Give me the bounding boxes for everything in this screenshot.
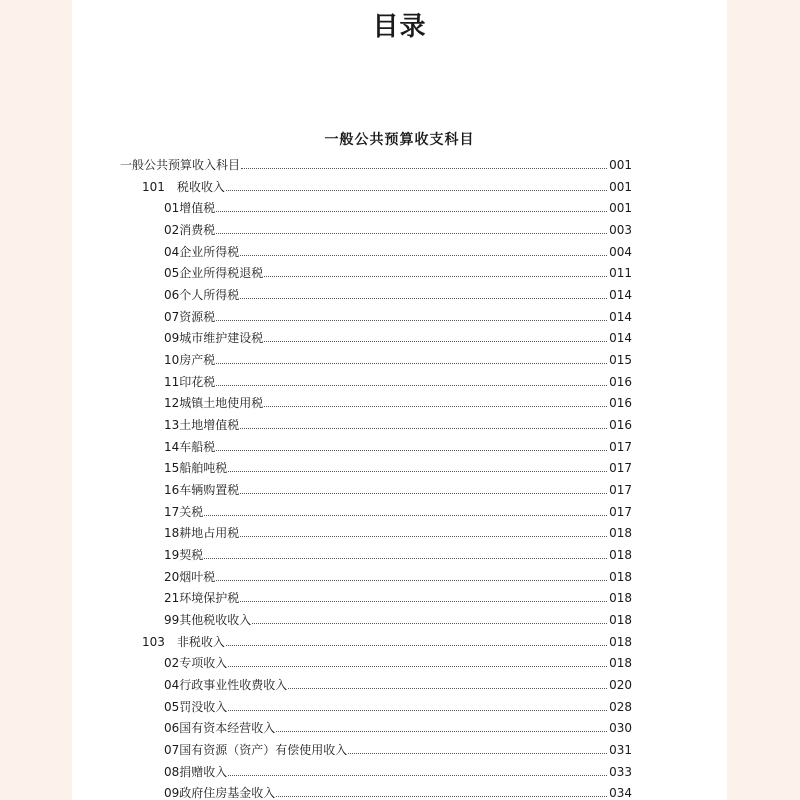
toc-entry-label: 10房产税 xyxy=(164,353,216,368)
toc-entry-code: 101 xyxy=(142,179,165,194)
dot-leader xyxy=(240,493,607,494)
toc-entry-page-number: 020 xyxy=(609,678,632,693)
toc-entry-label: 08捐赠收入 xyxy=(164,764,228,779)
dot-leader xyxy=(240,428,607,429)
toc-entry[interactable] xyxy=(164,759,632,779)
dot-leader xyxy=(228,710,607,711)
dot-leader xyxy=(264,276,607,277)
dot-leader xyxy=(204,515,607,516)
toc-entry-page-number: 018 xyxy=(609,591,632,606)
toc-entry-label: 02消费税 xyxy=(164,223,216,237)
toc-entry-page-number: 014 xyxy=(609,331,632,346)
toc-entry[interactable] xyxy=(164,239,632,259)
dot-leader xyxy=(252,623,607,624)
toc-entry[interactable] xyxy=(164,780,632,800)
toc-entry-page-number: 031 xyxy=(609,743,632,758)
toc-entry[interactable] xyxy=(164,520,632,540)
toc-entry[interactable] xyxy=(164,455,632,475)
toc-entry-label: 15船舶吨税 xyxy=(164,461,228,476)
toc-entry-page-number: 016 xyxy=(609,374,632,389)
toc-entry[interactable] xyxy=(164,347,632,367)
toc-entry-label: 06个人所得税 xyxy=(164,288,240,303)
toc-entry-label: 18耕地占用税 xyxy=(164,526,240,541)
dot-leader xyxy=(240,601,607,602)
toc-entry[interactable] xyxy=(164,477,632,497)
dot-leader xyxy=(216,450,607,451)
section-heading: 一般公共预算收支科目 xyxy=(324,132,475,148)
toc-entry[interactable] xyxy=(164,260,632,280)
dot-leader xyxy=(226,645,607,646)
dot-leader xyxy=(216,233,607,234)
dot-leader xyxy=(216,580,607,581)
toc-entry-label: 16车辆购置税 xyxy=(164,483,240,498)
toc-entry-page-number: 018 xyxy=(609,656,632,671)
toc-entry-page-number: 016 xyxy=(609,396,632,411)
dot-leader xyxy=(216,320,607,321)
toc-entry-label: 05罚没收入 xyxy=(164,699,228,714)
toc-entry-label: 17关税 xyxy=(164,504,204,519)
toc-entry-label: 19契税 xyxy=(164,548,204,563)
dot-leader xyxy=(276,796,607,797)
toc-entry-page-number: 017 xyxy=(609,439,632,454)
dot-leader xyxy=(228,775,607,776)
toc-entry-page-number: 018 xyxy=(609,613,632,628)
toc-entry-label: 20烟叶税 xyxy=(164,569,216,584)
dot-leader xyxy=(240,536,607,537)
toc-entry-label: 13土地增值税 xyxy=(164,418,240,433)
toc-entry[interactable] xyxy=(164,369,632,389)
toc-entry[interactable] xyxy=(164,325,632,345)
toc-entry-page-number: 018 xyxy=(609,526,632,541)
toc-entry[interactable] xyxy=(164,217,632,237)
toc-entry[interactable] xyxy=(164,434,632,454)
toc-entry-label: 12城镇土地使用税 xyxy=(164,396,264,411)
toc-entry-page-number: 001 xyxy=(609,179,632,194)
dot-leader xyxy=(276,731,607,732)
document-page xyxy=(72,0,727,800)
toc-entry-page-number: 030 xyxy=(609,721,632,736)
dot-leader xyxy=(216,211,607,212)
toc-entry[interactable] xyxy=(164,542,632,562)
toc-entry-page-number: 017 xyxy=(609,504,632,519)
toc-entry-label: 99其他税收收入 xyxy=(164,613,252,628)
toc-entry-label: 07资源税 xyxy=(164,309,216,324)
toc-entry-label: 05企业所得税退税 xyxy=(164,266,264,281)
toc-entry-label: 税收收入 xyxy=(176,179,225,194)
dot-leader xyxy=(264,406,607,407)
toc-entry-page-number: 014 xyxy=(609,309,632,324)
toc-entry-page-number: 001 xyxy=(609,158,632,172)
toc-entry-page-number: 018 xyxy=(609,634,632,649)
toc-entry-label: 09城市维护建设税 xyxy=(164,331,264,346)
toc-entry-page-number: 028 xyxy=(609,699,632,714)
toc-entry-label: 一般公共预算收入科目 xyxy=(120,158,241,172)
dot-leader xyxy=(228,666,607,667)
toc-entry[interactable] xyxy=(164,694,632,714)
toc-entry-label: 14车船税 xyxy=(164,439,216,454)
toc-entry[interactable] xyxy=(164,499,632,519)
toc-entry-page-number: 018 xyxy=(609,548,632,563)
toc-entry-label: 07国有资源（资产）有偿使用收入 xyxy=(164,743,348,758)
dot-leader xyxy=(228,471,607,472)
dot-leader xyxy=(216,385,607,386)
dot-leader xyxy=(216,363,607,364)
toc-entry[interactable] xyxy=(164,412,632,432)
toc-entry-label: 06国有资本经营收入 xyxy=(164,721,276,736)
toc-entry-page-number: 017 xyxy=(609,483,632,498)
toc-entry-label: 04企业所得税 xyxy=(164,244,240,259)
toc-entry[interactable] xyxy=(164,282,632,302)
toc-entry[interactable] xyxy=(164,390,632,410)
toc-entry[interactable] xyxy=(164,650,632,670)
dot-leader xyxy=(226,190,607,191)
dot-leader xyxy=(241,168,607,169)
dot-leader xyxy=(288,688,607,689)
toc-entry[interactable] xyxy=(164,195,632,215)
dot-leader xyxy=(240,298,607,299)
toc-entry-label: 04行政事业性收费收入 xyxy=(164,678,288,693)
toc-entry-page-number: 015 xyxy=(609,353,632,368)
toc-entry-page-number: 017 xyxy=(609,461,632,476)
toc-entry-label: 非税收入 xyxy=(176,634,225,649)
toc-entry[interactable] xyxy=(164,585,632,605)
toc-entry-label: 01增值税 xyxy=(164,201,216,216)
toc-entry-page-number: 014 xyxy=(609,288,632,303)
page-title: 目录 xyxy=(372,12,427,42)
toc-entry[interactable] xyxy=(164,564,632,584)
toc-entry-page-number: 011 xyxy=(609,266,632,281)
toc-entry[interactable] xyxy=(164,715,632,735)
toc-entry-label: 02专项收入 xyxy=(164,656,228,671)
toc-entry[interactable] xyxy=(142,174,632,194)
toc-entry-page-number: 001 xyxy=(609,201,632,216)
dot-leader xyxy=(240,255,607,256)
toc-entry[interactable] xyxy=(164,607,632,627)
toc-entry-page-number: 016 xyxy=(609,418,632,433)
dot-leader xyxy=(204,558,607,559)
toc-entry-label: 09政府住房基金收入 xyxy=(164,786,276,800)
toc-entry-page-number: 033 xyxy=(609,764,632,779)
toc-entry-page-number: 004 xyxy=(609,244,632,259)
toc-entry[interactable] xyxy=(164,304,632,324)
toc-entry[interactable] xyxy=(142,629,632,649)
dot-leader xyxy=(348,753,607,754)
toc-entry[interactable] xyxy=(164,737,632,757)
dot-leader xyxy=(264,341,607,342)
toc-entry[interactable] xyxy=(120,152,632,172)
toc-entry-page-number: 034 xyxy=(609,786,632,800)
toc-entry-code: 103 xyxy=(142,634,165,649)
toc-entry-page-number: 018 xyxy=(609,569,632,584)
toc-entry[interactable] xyxy=(164,672,632,692)
toc-entry-label: 11印花税 xyxy=(164,374,216,389)
toc-entry-label: 21环境保护税 xyxy=(164,591,240,606)
toc-entry-page-number: 003 xyxy=(609,223,632,237)
